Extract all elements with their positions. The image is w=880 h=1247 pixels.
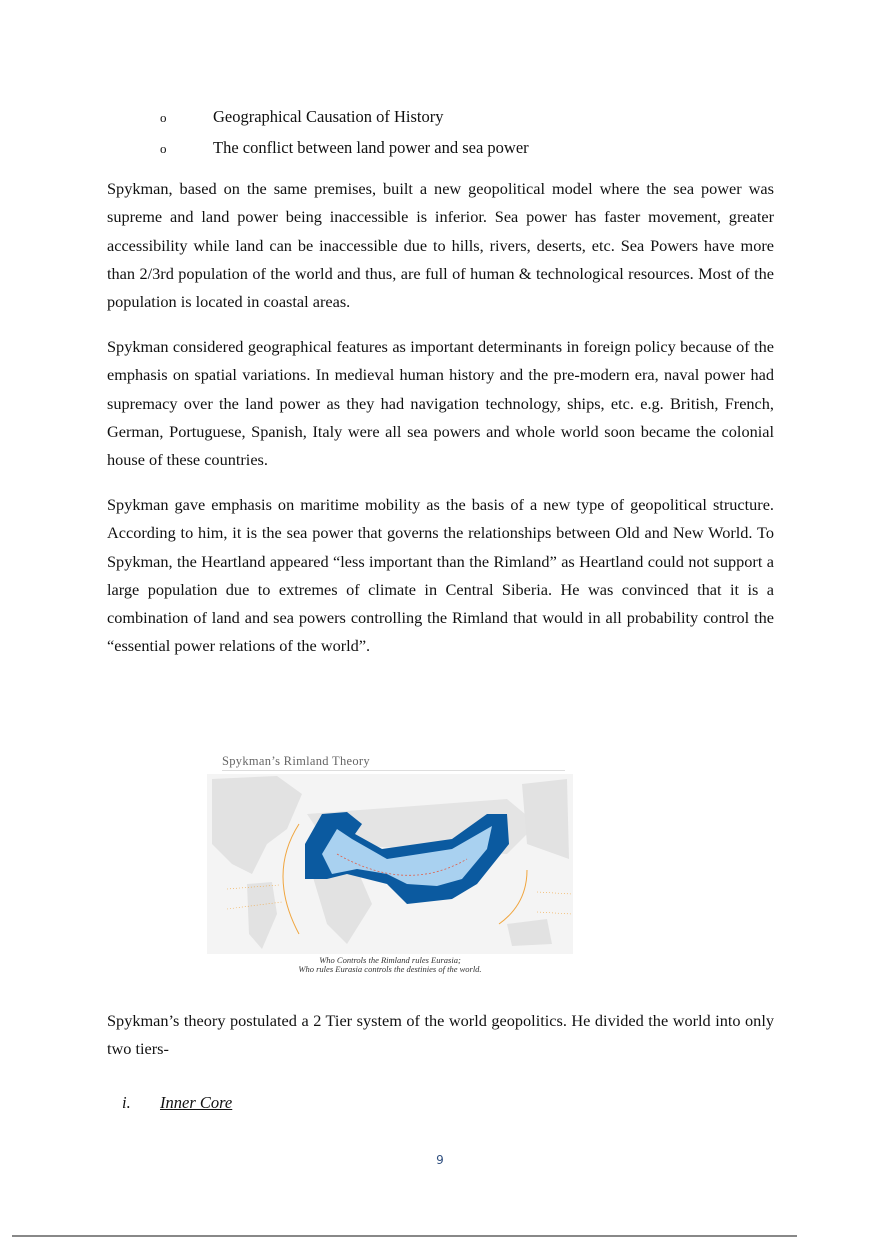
world-map (207, 774, 573, 954)
paragraph: Spykman’s theory postulated a 2 Tier system of the world geopolitics. He divided the world into only two tiers- (107, 1011, 774, 1059)
footer-divider (12, 1235, 797, 1237)
paragraph: Spykman considered geographical features as important determinants in foreign policy because of the emphasis on spatial variations. In medieval human history and the pre-modern era, naval power had supremacy over the land power as they had navigation technology, ships, etc. e.g. British, French, German, Portuguese, Spanish, Italy were all sea powers and whole world soon became the colonial house of these countries. (107, 337, 774, 470)
bullet-marker: o (160, 141, 167, 156)
bullet-marker: o (160, 110, 167, 125)
bullet-list (160, 104, 529, 166)
paragraph: Spykman gave emphasis on maritime mobility as the basis of a new type of geopolitical structure. According to him, it is the sea power that governs the relationships between Old and New World. To Spykman, the Heartland appeared “less important than the Rimland” as Heartland could not support a large population due to extremes of climate in Central Siberia. He was convinced that it is a combination of land and sea powers controlling the Rimland that would in all probability control the “essential power relations of the world”. (107, 495, 774, 656)
caption-line: Who rules Eurasia controls the destinies of the world. (298, 964, 482, 974)
paragraph: Spykman, based on the same premises, built a new geopolitical model where the sea power was supreme and land power being inaccessible is inferior. Sea power has faster movement, greater accessibility while land can be inaccessible due to hills, rivers, deserts, etc. Sea Powers have more than 2/3rd population of the world and thus, are full of human & technological resources. Most of the population is located in coastal areas. (107, 179, 774, 312)
list-label: Inner Core (160, 1093, 233, 1112)
bullet-text: The conflict between land power and sea power (213, 138, 529, 157)
bullet-item (160, 135, 529, 166)
list-item (122, 1093, 232, 1113)
list-number: i. (122, 1093, 131, 1112)
bullet-text: Geographical Causation of History (213, 107, 444, 126)
divider (222, 770, 565, 771)
bullet-item (160, 104, 529, 135)
caption-line: Who Controls the Rimland rules Eurasia; (319, 955, 461, 965)
rimland-map-figure (207, 750, 573, 978)
figure-caption (207, 956, 573, 974)
page-number: 9 (436, 1153, 444, 1167)
figure-title: Spykman’s Rimland Theory (222, 754, 370, 768)
